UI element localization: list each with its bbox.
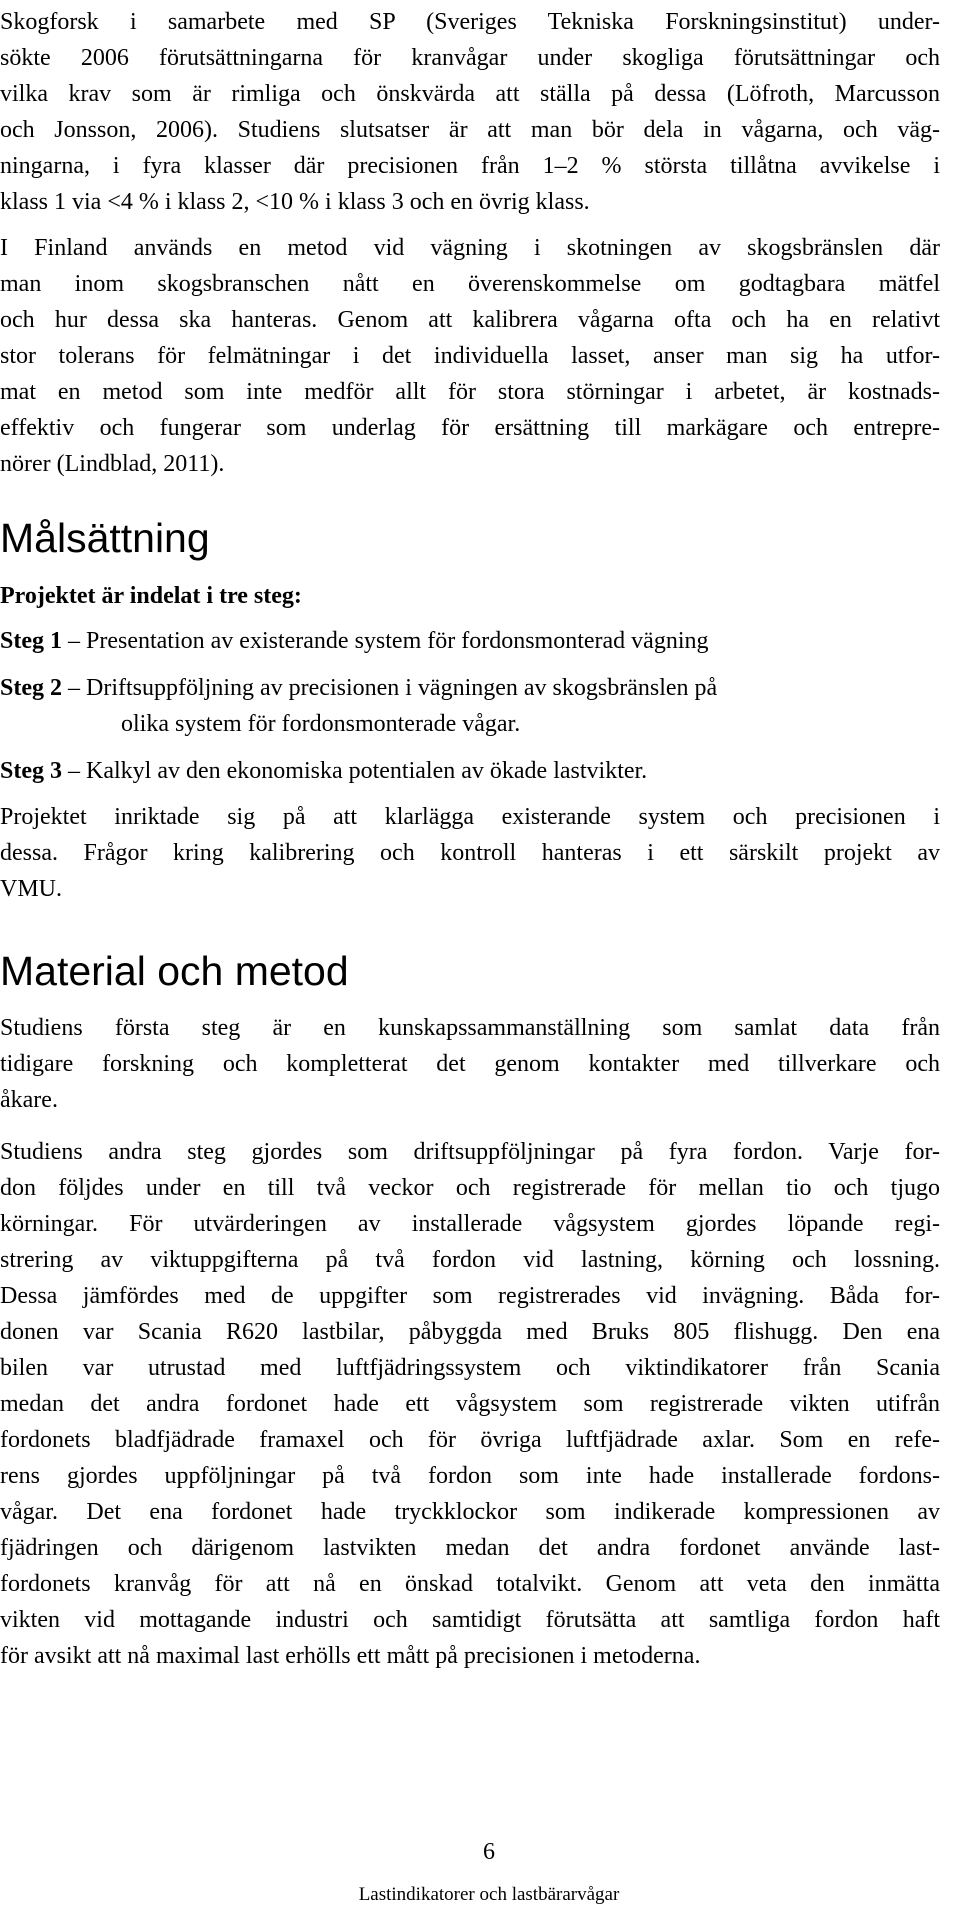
step-text: – Kalkyl av den ekonomiska potentialen av ökade lastvikter. — [62, 758, 648, 784]
paragraph-line: åkare. — [0, 1087, 58, 1113]
paragraph-line: vågar. Det ena fordonet hade tryckklockor som indikerade kompressionen av — [0, 1499, 940, 1525]
step-continuation: olika system för fordonsmonterade vågar. — [121, 711, 521, 737]
paragraph-line: ningarna, i fyra klasser där precisionen från 1–2 % största tillåtna avvikelse i — [0, 153, 940, 179]
step-3 — [0, 753, 940, 789]
paragraph-line: fjädringen och därigenom lastvikten medan det andra fordonet använde last- — [0, 1535, 940, 1561]
paragraph-line: Studiens första steg är en kunskapssammanställning som samlat data från — [0, 1015, 940, 1041]
paragraph-line: don följdes under en till två veckor och registrerade för mellan tio och tjugo — [0, 1175, 940, 1201]
paragraph-line: bilen var utrustad med luftfjädringssystem och viktindikatorer från Scania — [0, 1355, 940, 1381]
paragraph-line: Dessa jämfördes med de uppgifter som registrerades vid invägning. Båda for- — [0, 1283, 940, 1309]
page-number: 6 — [483, 1839, 495, 1865]
paragraph-2 — [0, 230, 940, 482]
paragraph-line: Studiens andra steg gjordes som driftsuppföljningar på fyra fordon. Varje for- — [0, 1139, 940, 1165]
paragraph-line: Projektet inriktade sig på att klarlägga existerande system och precisionen i — [0, 804, 940, 830]
paragraph-line: dessa. Frågor kring kalibrering och kontroll hanteras i ett särskilt projekt av — [0, 840, 940, 866]
paragraph-line: effektiv och fungerar som underlag för ersättning till markägare och entrepre- — [0, 415, 940, 441]
paragraph-line: tidigare forskning och kompletterat det genom kontakter med tillverkare och — [0, 1051, 940, 1077]
paragraph-line: Skogforsk i samarbete med SP (Sveriges Tekniska Forskningsinstitut) under- — [0, 9, 940, 35]
paragraph-line: mat en metod som inte medför allt för stora störningar i arbetet, är kostnads- — [0, 379, 940, 405]
paragraph-5 — [0, 1134, 940, 1674]
project-intro: Projektet är indelat i tre steg: — [0, 583, 302, 609]
paragraph-line: för avsikt att nå maximal last erhölls ett mått på precisionen i metoderna. — [0, 1643, 701, 1669]
paragraph-line: fordonets bladfjädrade framaxel och för övriga luftfjädrade axlar. Som en refe- — [0, 1427, 940, 1453]
paragraph-line: körningar. För utvärderingen av installerade vågsystem gjordes löpande regi- — [0, 1211, 940, 1237]
paragraph-line: fordonets kranvåg för att nå en önskad totalvikt. Genom att veta den inmätta — [0, 1571, 940, 1597]
section-heading-malsattning: Målsättning — [0, 515, 210, 561]
paragraph-line: medan det andra fordonet hade ett vågsystem som registrerade vikten utifrån — [0, 1391, 940, 1417]
paragraph-line: strering av viktuppgifterna på två fordon vid lastning, körning och lossning. — [0, 1247, 940, 1273]
paragraph-line: klass 1 via <4 % i klass 2, <10 % i klass 3 och en övrig klass. — [0, 189, 590, 215]
paragraph-line: man inom skogsbranschen nått en överenskommelse om godtagbara mätfel — [0, 271, 940, 297]
step-label: Steg 2 — [0, 675, 62, 701]
paragraph-line: stor tolerans för felmätningar i det individuella lasset, anser man sig ha utfor- — [0, 343, 940, 369]
paragraph-line: vikten vid mottagande industri och samtidigt förutsätta att samtliga fordon haft — [0, 1607, 940, 1633]
paragraph-line: rens gjordes uppföljningar på två fordon som inte hade installerade fordons- — [0, 1463, 940, 1489]
paragraph-line: vilka krav som är rimliga och önskvärda att ställa på dessa (Löfroth, Marcusson — [0, 81, 940, 107]
step-2 — [0, 670, 940, 742]
step-1 — [0, 623, 940, 659]
paragraph-4 — [0, 1010, 940, 1118]
step-text: – Presentation av existerande system för fordonsmonterad vägning — [62, 628, 709, 654]
paragraph-3 — [0, 799, 940, 907]
paragraph-line: donen var Scania R620 lastbilar, påbyggda med Bruks 805 flishugg. Den ena — [0, 1319, 940, 1345]
step-text: – Driftsuppföljning av precisionen i vägningen av skogsbränslen på — [62, 675, 718, 701]
paragraph-line: nörer (Lindblad, 2011). — [0, 451, 225, 477]
paragraph-line: och Jonsson, 2006). Studiens slutsatser är att man bör dela in vågarna, och väg- — [0, 117, 940, 143]
paragraph-line: I Finland används en metod vid vägning i skotningen av skogsbränslen där — [0, 235, 940, 261]
step-label: Steg 1 — [0, 628, 62, 654]
running-footer-title: Lastindikatorer och lastbärarvågar — [358, 1884, 620, 1905]
paragraph-1 — [0, 4, 940, 220]
paragraph-line: sökte 2006 förutsättningarna för kranvågar under skogliga förutsättningar och — [0, 45, 940, 71]
step-label: Steg 3 — [0, 758, 62, 784]
section-heading-material-och-metod: Material och metod — [0, 948, 349, 994]
paragraph-line: och hur dessa ska hanteras. Genom att kalibrera vågarna ofta och ha en relativt — [0, 307, 940, 333]
paragraph-line: VMU. — [0, 876, 63, 902]
